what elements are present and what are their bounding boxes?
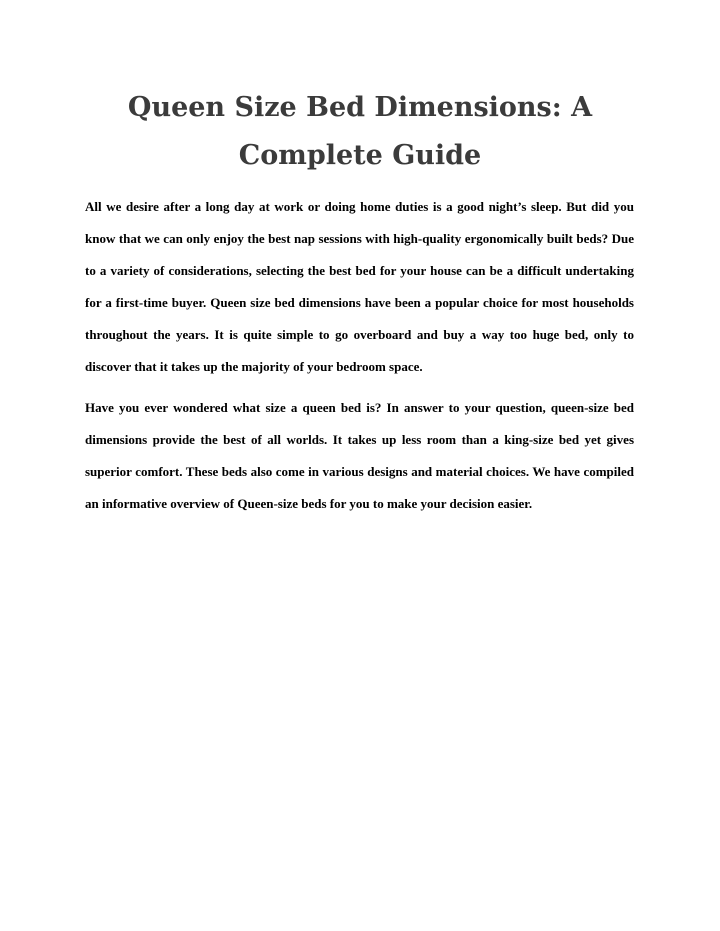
body-paragraph-overview: Have you ever wondered what size a queen bed is? In answer to your question, queen-size bed dimensions provide the best of all worlds. It takes up less room than a king-size bed yet gives superior comfort. These beds also come in various designs and material choices. We have compiled an informative overview of Queen-size beds for you to make your decision easier. [85, 400, 634, 511]
body-paragraph-intro: All we desire after a long day at work or doing home duties is a good night’s sleep. But did you know that we can only enjoy the best nap sessions with high-quality ergonomically built beds? Due to a variety of considerations, selecting the best bed for your house can be a difficult undertaking for a first-time buyer. Queen size bed dimensions have been a popular choice for most households throughout the years. It is quite simple to go overboard and buy a way too huge bed, only to discover that it takes up the majority of your bedroom space. [85, 199, 634, 374]
document-title: Queen Size Bed Dimensions: A Complete Guide [127, 92, 593, 171]
